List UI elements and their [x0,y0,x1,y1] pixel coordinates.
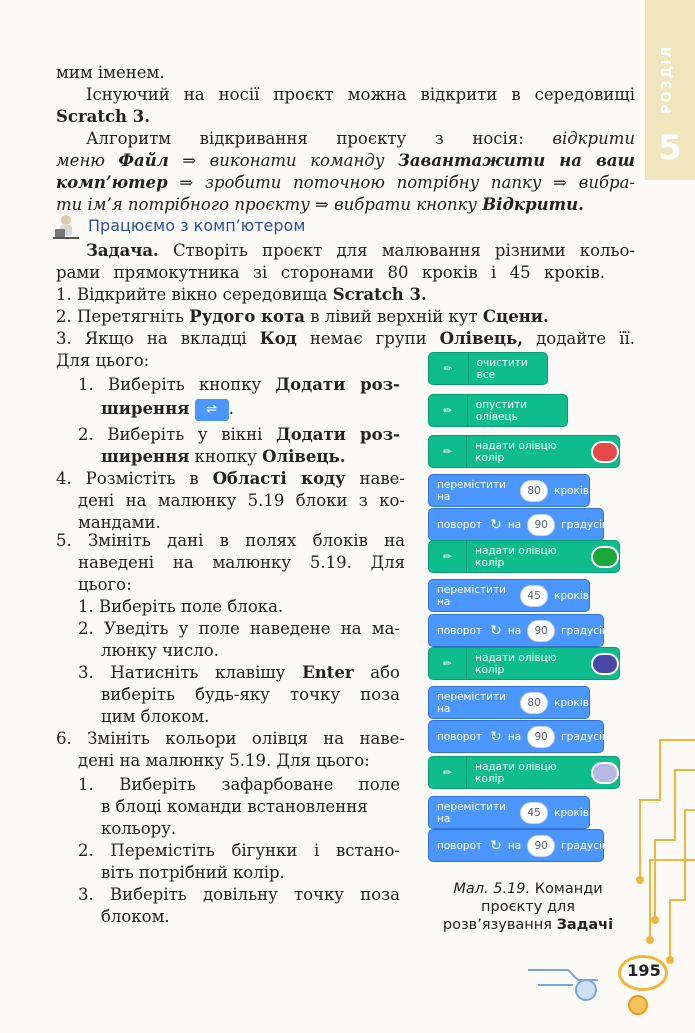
block-set-color: ✏ надати олівцю колір [428,540,620,573]
rotate-icon: ↻ [490,622,502,639]
block-pen-down: ✏ опустити олівець [428,394,568,427]
section-title: Працюємо з комп’ютером [88,216,306,235]
color-swatch [591,546,619,568]
chapter-tab-word: РОЗДІЛ [660,44,675,114]
block-move: перемістити на 80 кроків [428,686,590,719]
block-set-color: ✏ надати олівцю колір [428,647,620,680]
substep-cont: виберіть будь-яку точку поза [101,685,400,704]
person-at-computer-icon [52,213,82,243]
rotate-icon: ↻ [490,516,502,533]
pencil-icon: ✏ [429,353,469,384]
pencil-icon: ✏ [429,648,467,679]
text-line: Алгоритм відкривання проєкту з носія: відкрити [86,129,635,148]
block-set-color: ✏ надати олівцю колір [428,435,620,468]
text-line: Задача. Створіть проєкт для малювання різними кольо- [86,241,635,260]
figure-caption: Мал. 5.19. Команди проєкту для розв’язування Задачі [442,881,614,933]
block-move: перемістити на 45 кроків [428,796,590,829]
text-line: Для цього: [56,351,150,370]
substep-cont: в блоці команди встановлення [101,797,368,816]
text-line: Scratch 3. [56,107,150,126]
substep: 3. Виберіть довільну точку поза [78,885,400,904]
substep-cont: люнку число. [101,641,219,660]
text-line: рами прямокутника зі сторонами 80 кроків і 45 кроків. [56,263,605,282]
substep: 1. Виберіть поле блока. [78,597,284,616]
text-line: мандами. [78,513,161,532]
block-turn: поворот ↻ на 90 градусів [428,508,604,541]
text-line: дені на малюнку 5.19 блоки з ко- [78,491,405,510]
substep: 1. Виберіть кнопку Додати роз- [78,375,400,394]
substep-cont: ширення ⇌ . [101,398,234,421]
text-line: Існуючий на носії проєкт можна відкрити в середовищі [86,85,635,104]
color-swatch [591,653,619,675]
block-turn: поворот ↻ на 90 градусів [428,720,604,753]
block-move: перемістити на 80 кроків [428,474,590,507]
step-4: 4. Розмістіть в Області коду наве- [56,469,405,488]
block-turn: поворот ↻ на 90 градусів [428,829,604,862]
step-6: 6. Змініть кольори олівця на наве- [56,729,405,748]
step-5: 5. Змініть дані в полях блоків на [56,531,405,550]
substep-cont: віть потрібний колір. [101,863,285,882]
pencil-icon: ✏ [429,541,467,572]
text-line: меню Файл ⇒ виконати команду Завантажити на ваш [56,151,635,170]
rotate-icon: ↻ [490,728,502,745]
pencil-icon: ✏ [429,436,467,467]
block-move: перемістити на 45 кроків [428,579,590,612]
block-set-color: ✏ надати олівцю колір [428,756,620,789]
step-1: 1. Відкрийте вікно середовища Scratch 3. [56,285,427,304]
substep: 1. Виберіть зафарбоване поле [78,775,400,794]
substep-cont: блоком. [101,907,170,926]
text-line: дені на малюнку 5.19. Для цього: [78,751,370,770]
pencil-icon: ✏ [429,395,468,426]
text-line: цього: [78,575,132,594]
substep-cont: кольору. [101,819,177,838]
rotate-icon: ↻ [490,837,502,854]
substep: 3. Натисніть клавішу Enter або [78,663,400,682]
substep: 2. Перемістіть бігунки і встано- [78,841,400,860]
substep: 2. Виберіть у вікні Додати роз- [78,425,400,444]
step-2: 2. Перетягніть Рудого кота в лівий верхній кут Сцени. [56,307,549,326]
text-line: ти ім’я потрібного проєкту ⇒ вибрати кнопку Відкрити. [56,195,584,214]
substep: 2. Уведіть у поле наведене на ма- [78,619,400,638]
substep-cont: цим блоком. [101,707,210,726]
chapter-number: 5 [658,128,682,168]
block-clear: ✏ очистити все [428,352,548,385]
substep-cont: ширення кнопку Олівець. [101,447,346,466]
color-swatch [591,441,619,463]
text-line: мим іменем. [56,63,165,82]
page-number: 195 [627,961,661,980]
text-line: наведені на малюнку 5.19. Для [78,553,405,572]
pencil-icon: ✏ [429,757,467,788]
text-line: комп’ютер ⇒ зробити поточною потрібну папку ⇒ вибра- [56,173,636,192]
extension-button-icon: ⇌ [195,399,229,421]
block-turn: поворот ↻ на 90 градусів [428,614,604,647]
step-3: 3. Якщо на вкладці Код немає групи Олівець, додайте її. [56,329,636,348]
